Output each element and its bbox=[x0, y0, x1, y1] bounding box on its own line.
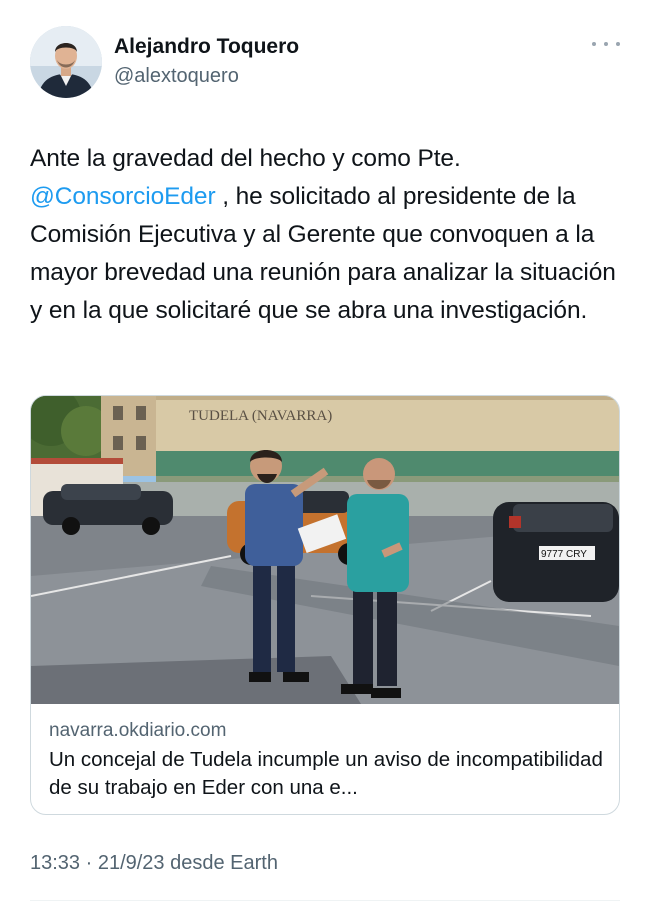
author-display-name[interactable]: Alejandro Toquero bbox=[114, 35, 300, 58]
author-handle[interactable]: @alextoquero bbox=[114, 65, 239, 87]
news-photo bbox=[31, 396, 619, 704]
tweet-text bbox=[30, 140, 630, 330]
mention-link[interactable]: @ConsorcioEder bbox=[30, 183, 216, 210]
dot bbox=[616, 42, 620, 46]
tweet-header bbox=[30, 26, 620, 100]
link-card[interactable] bbox=[30, 395, 620, 815]
card-meta bbox=[49, 718, 605, 802]
divider bbox=[30, 900, 620, 901]
card-image[interactable] bbox=[31, 396, 619, 704]
tweet-text-part: Ante la gravedad del hecho y como Pte. bbox=[30, 145, 461, 172]
wall-sign-text: TUDELA (NAVARRA) bbox=[189, 408, 333, 424]
dot bbox=[604, 42, 608, 46]
tweet-timestamp[interactable]: 13:33 · 21/9/23 desde Earth bbox=[30, 852, 278, 874]
license-plate-text: 9777 CRY bbox=[541, 549, 587, 560]
tweet-text-part: , he solicitado al presidente de la Comisión Ejecutiva y al Gerente que convoquen a la mayor brevedad una reunión para analizar la situación y en la que solicitaré que se abra una investigación. bbox=[30, 183, 616, 324]
author-avatar[interactable] bbox=[30, 26, 102, 98]
dot bbox=[592, 42, 596, 46]
card-title[interactable]: Un concejal de Tudela incumple un aviso de incompatibilidad de su trabajo en Eder con una e... bbox=[49, 748, 603, 799]
more-options-icon[interactable] bbox=[592, 34, 620, 54]
card-domain[interactable]: navarra.okdiario.com bbox=[49, 720, 227, 741]
profile-photo-icon bbox=[30, 26, 102, 98]
